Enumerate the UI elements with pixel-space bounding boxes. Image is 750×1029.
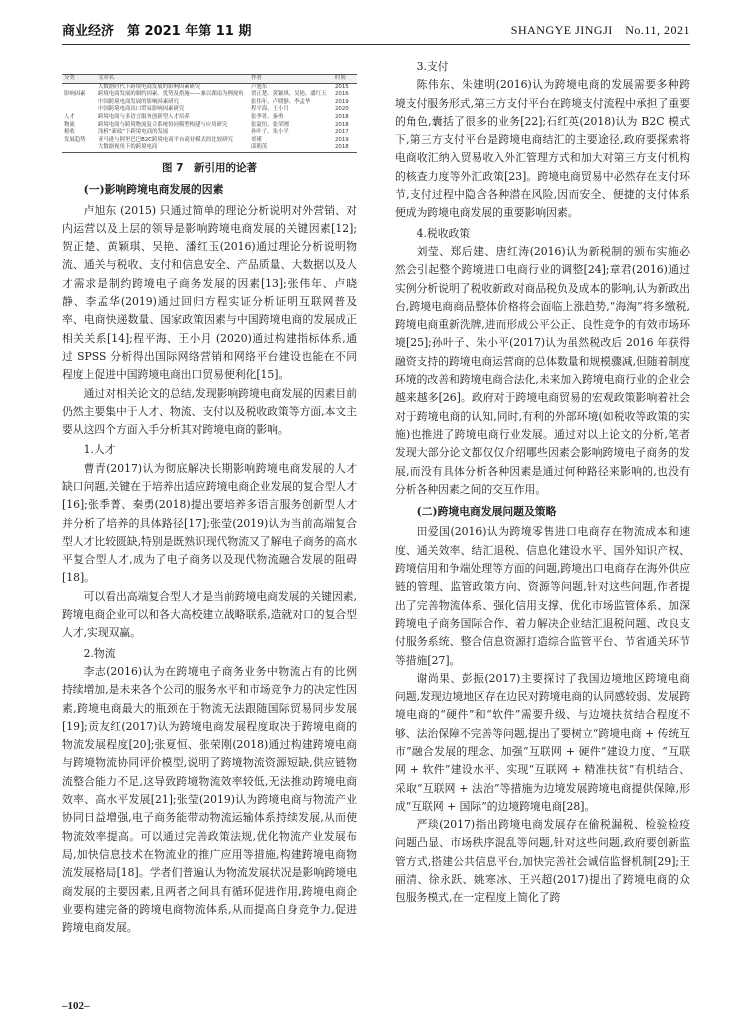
cell: 2019 <box>335 136 349 143</box>
subsection-heading: 4.税收政策 <box>416 226 471 240</box>
cell: 2015 <box>335 83 349 90</box>
cell: 浅析“新政”下跨境电商的发展 <box>98 129 169 136</box>
cell: 2018 <box>333 144 357 152</box>
cell: 税收 <box>64 129 75 136</box>
cell: 亚马逊与阿里巴巴B2C跨境电商平台商业模式的比较研究 <box>98 136 233 143</box>
col-header: 时间 <box>333 75 357 84</box>
paragraph: 谢尚果、彭振(2017)主要探讨了我国边境地区跨境电商问题,发现边境地区存在边民对跨境电商的认同感较弱、发展跨境电商的“硬件”和“软件”需要升级、与边境扶贫结合程度不够、法治保障不完善等问题,提出了要树立“跨境电商 + 传统互市”融合发展的理念、加强“互联网 + 硬件”建设力度、“互联网 + 软件”建设水平、实现“互联网 + 精准扶贫”有机结合、采取“互联网 + 法治”等措施为边境发展跨境电商提供保障,形成“互联网 + 国际”的边境跨境电商[28]。 <box>395 671 690 813</box>
paragraph: 曹青(2017)认为彻底解决长期影响跨境电商发展的人才缺口问题,关键在于培养出适应跨境电商企业发展的复合型人才[16];张季菁、秦勇(2018)提出要培养多语言服务创新型人才并分析了培养的具体路径[17];张莹(2019)认为当前高端复合型人才比较匮缺,特别是既熟识现代物流又了解电子商务的高水平复合型人才,成为了电子商务以及现代物流融合发展的阻碍[18]。 <box>62 461 357 585</box>
cell: 物流 <box>64 121 75 128</box>
cell: 中国跨境电商发展的影响因素研究 <box>98 98 179 105</box>
running-header <box>62 20 690 45</box>
cell: 人才 <box>64 113 75 120</box>
subsection-heading: 2.物流 <box>83 646 116 660</box>
paragraph: 李志(2016)认为在跨境电子商务业务中物流占有的比例持续增加,是未来各个公司的服务水平和市场竞争力的决定性因素,跨境电商最大的瓶颈在于物流无法跟随国际贸易同步发展[19];贡友红(2017)认为跨境电商发展程度取决于跨境电商的物流发展程度[20];张夏恒、张荣刚(2018)通过构建跨境电商与跨境物流协同评价模型,说明了跨境物流资源短缺,供应链物流整合能力不足,这导致跨境物流效率较低,无法推动跨境电商效率、高水平发展[21];张莹(2019)认为跨境电商与物流产业协同日益增强,电子商务能带动物流运输体系持续发展,从而使物流效率提高。可以通过完善政策法规,优化物流产业发展布局,加快信息技术在物流业的推广应用等措施,构建跨境电商物流发展格局[18]。学者们普遍认为物流发展状况是影响跨境电商发展的主要因素,且两者之间具有循环促进作用,跨境电商企业要构建完备的跨境电商物流体系,从而提高自身竞争力,促进跨境电商发展。 <box>62 664 357 935</box>
cell: 贺正楚、黄颖琪、吴艳、潘红玉 <box>251 91 327 98</box>
reference-table <box>62 74 357 153</box>
cell: 孙叶子、朱小平 <box>251 129 289 136</box>
cell: 程平海、王小月 <box>251 106 289 113</box>
subsection-heading: 1.人才 <box>83 443 116 457</box>
figure-7 <box>62 74 357 177</box>
cell: 2020 <box>335 106 349 113</box>
cell <box>62 144 96 152</box>
cell: 卢旭东 <box>251 83 268 90</box>
cell: 跨境电商与多语言服务创新型人才培养 <box>98 113 190 120</box>
table-header-row <box>62 75 357 84</box>
table-row <box>62 83 357 91</box>
cell: 张夏恒、张荣刚 <box>251 121 289 128</box>
figure-caption: 图 7 新引用的论著 <box>162 161 257 174</box>
section-heading: (二)跨境电商发展问题及策略 <box>416 505 557 519</box>
table-row <box>62 129 357 137</box>
cell: 跨境电商发展的制约因素、优势及措施——兼以湖南为例视角 <box>98 91 244 98</box>
cell: 2019 <box>335 98 349 105</box>
table-row <box>62 91 357 99</box>
table-row <box>62 106 357 114</box>
section-heading: (一)影响跨境电商发展的因素 <box>83 183 224 197</box>
cell: 大数据时代下跨境电商发展的影响因素研究 <box>98 83 201 90</box>
paragraph: 田爱国(2016)认为跨境零售进口电商存在物流成本和速度、通关效率、结汇退税、信息化建设水平、国外知识产权、跨境信用和争端处理等方面的问题,跨境出口电商存在海外供应链的管理、监管政策方向、资源等问题,针对这些问题,作者提出了完善物流体系、强化信用支撑、优化市场监管体系、加深跨境电子商务国际合作、着力解决企业结汇退税问题、改良支付服务系统、整合信息资源打造综合监管平台、节省通关环节等措施[27]。 <box>395 525 690 667</box>
cell <box>62 83 96 91</box>
paragraph: 陈伟东、朱建明(2016)认为跨境电商的发展需要多种跨境支付服务形式,第三方支付平台在跨境支付流程中承担了重要的角色,囊括了很多的业务[22];石红英(2018)认为 B2C 模式下,第三方支付平台是跨境电商结汇的主要途径,政府要探索将电商收汇纳入贸易收入外汇管理方式和加大对第三方支付机构的核查力度等外汇政策[23]。跨境电商贸易中必然存在支付环节,支付过程中隐含各种潜在风险,因而安全、便捷的支付体系便成为跨境电商发展的重要影响因素。 <box>395 78 690 220</box>
paragraph: 可以看出高端复合型人才是当前跨境电商发展的关键因素,跨境电商企业可以和各大高校建立战略联系,造就对口的复合型人才,实现双赢。 <box>62 589 357 640</box>
cell: 哥瑾 <box>251 136 262 143</box>
col-header: 作者 <box>249 75 333 84</box>
journal-title: 商业经济 第 2021 年第 11 期 <box>62 24 252 39</box>
cell: 2018 <box>335 113 349 120</box>
left-column <box>62 56 357 937</box>
cell: 跨境电商与跨境物流复合系统协同模型构建与应用研究 <box>98 121 228 128</box>
cell: 发展趋势 <box>64 136 86 143</box>
subsection-heading: 3.支付 <box>416 60 449 73</box>
right-column <box>395 56 690 908</box>
table-row <box>62 144 357 152</box>
page-number: –102– <box>62 1000 90 1012</box>
cell: 2017 <box>335 129 349 136</box>
paragraph: 通过对相关论文的总结,发现影响跨境电商发展的因素目前仍然主要集中于人才、物流、支付以及税收政策等方面,本文主要从这四个方面入手分析其对跨境电商的影响。 <box>62 386 357 437</box>
cell <box>62 99 96 107</box>
cell: 2016 <box>335 91 349 98</box>
cell: 影响因素 <box>64 91 86 98</box>
cell: 邱朝茂 <box>249 144 333 152</box>
col-header: 文章名 <box>96 75 249 84</box>
cell: 中国跨境电商出口贸易影响因素研究 <box>98 106 185 113</box>
col-header: 分类 <box>62 75 96 84</box>
cell: 张季菁、秦勇 <box>251 113 284 120</box>
table-row <box>62 114 357 122</box>
cell <box>62 106 96 114</box>
paragraph: 严琰(2017)指出跨境电商发展存在偷税漏税、检验检疫问题凸显、市场秩序混乱等问题,针对这些问题,政府要创新监管方式,搭建公共信息平台,加快完善社会诚信监督机制[29];王丽清、徐永跃、姚寒冰、王兴超(2017)提出了跨境电商的众包服务模式,在一定程度上简化了跨 <box>395 818 690 905</box>
cell: 大数据视角下的跨境电商 <box>96 144 249 152</box>
paragraph: 卢旭东 (2015) 只通过简单的理论分析说明对外营销、对内运营以及上层的领导是影响跨境电商发展的关键因素[12];贺正楚、黄颖琪、吴艳、潘红玉(2016)通过理论分析说明物流、通关与税收、支付和信息安全、产品质量、大数据以及人才需求是制约跨境电子商务发展的因素[13];张伟年、卢晓静、李孟华(2019)通过回归方程实证分析证明互联网普及率、电商快递数量、国家政策因素与中国跨境电商的发展成正相关关系[14];程平海、王小月 (2020)通过构建指标体系,通过 SPSS 分析得出国际网络营销和网络平台建设也能在不同程度上促进中国跨境电商出口贸易便利化[15]。 <box>62 203 357 382</box>
cell: 张伟年、卢晓静、李孟华 <box>251 98 311 105</box>
cell: 2018 <box>335 121 349 128</box>
paragraph: 刘莹、郑后建、唐红涛(2016)认为新税制的颁布实施必然会引起整个跨境进口电商行业的调整[24];章君(2016)通过实例分析说明了税收新政对商品税负及成本的影响,认为新政出台,跨境电商商品整体价格将会面临上涨趋势,“海淘”将多缴税,跨境电商重新洗牌,进而形成公平公正、良性竞争的有效市场环境[25];孙叶子、朱小平(2017)认为虽然税改后 2016 年获得融资支持的跨境电商运营商的总体数量和规模骤减,但随着制度环境的改善和跨境电商合法化,未来加入跨境电商行业的企业会越来越多[26]。政府对于跨境电商贸易的宏观政策影响着社会对于跨境电商的认知,同时,有利的外部环境(如税收等政策的实施)也推进了跨境电商行业发展。通过对以上论文的分析,笔者发现大部分论文都仅仅介绍哪些因素会影响跨境电子商务的发展,而没有具体分析各种因素是通过何种路径来影响的,也没有分析各种因素之间的交互作用。 <box>395 244 690 496</box>
journal-issue: SHANGYE JINGJI No.11, 2021 <box>510 23 690 37</box>
